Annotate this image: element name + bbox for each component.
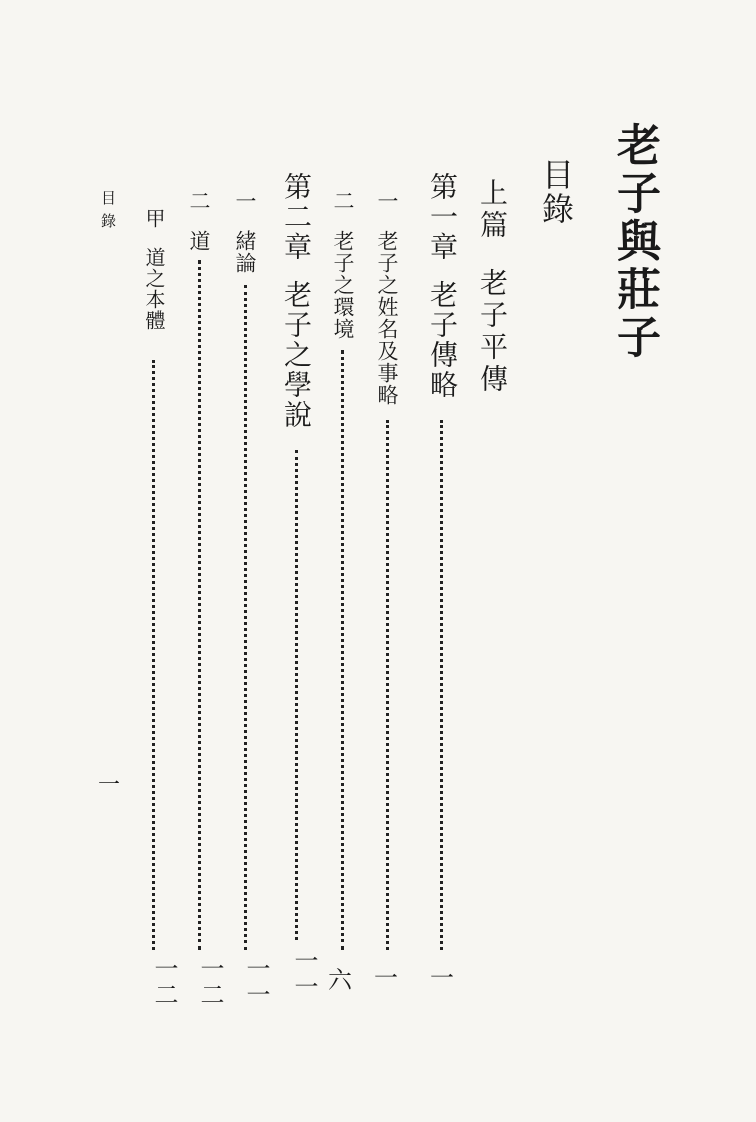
book-title: 老子與莊子 (609, 122, 660, 362)
entry-marker: 第一章 (426, 172, 459, 262)
entry-title: 緒論 (233, 230, 257, 274)
entry-marker: 二 (331, 190, 355, 212)
part-title: 老子平傳 (476, 268, 509, 396)
dot-leader (198, 260, 201, 950)
entry-marker: 第二章 (280, 172, 313, 262)
toc-heading: 目錄 (537, 158, 575, 226)
entry-title: 老子傳略 (426, 280, 459, 400)
entry-page-number: 一一 (242, 956, 270, 1008)
entry-marker: 一 (375, 190, 399, 212)
entry-title: 老子之姓名及事略 (375, 230, 399, 406)
entry-page-number: 一一 (290, 948, 318, 1000)
dot-leader (295, 450, 298, 940)
entry-marker: 甲 (142, 208, 166, 229)
entry-title: 道之本體 (142, 247, 166, 331)
entry-marker: 二 (187, 190, 211, 212)
toc-entry-section (376, 190, 397, 406)
part-label: 上篇 (476, 178, 509, 242)
toc-entry-subsection (144, 208, 164, 331)
entry-marker: 一 (233, 190, 257, 212)
entry-page-number: 一 (430, 964, 454, 992)
part-heading (476, 178, 509, 396)
dot-leader (386, 420, 389, 950)
dot-leader (152, 360, 155, 950)
toc-entry-section (332, 190, 353, 340)
entry-page-number: 六 (328, 966, 352, 994)
toc-entry-chapter-2 (280, 172, 313, 430)
entry-page-number: 一 (374, 964, 398, 992)
dot-leader (440, 420, 443, 950)
folio: 一 (98, 773, 121, 798)
entry-title: 老子之學說 (280, 280, 313, 430)
entry-title: 老子之環境 (331, 230, 355, 340)
dot-leader (244, 285, 247, 950)
dot-leader (341, 350, 344, 950)
toc-entry-section (188, 190, 209, 252)
running-header: 目錄 (99, 190, 117, 236)
toc-entry-chapter-1 (426, 172, 459, 400)
entry-page-number: 一二 (150, 956, 178, 1008)
toc-entry-section (234, 190, 255, 274)
entry-page-number: 一二 (196, 956, 224, 1008)
entry-title: 道 (187, 230, 211, 252)
